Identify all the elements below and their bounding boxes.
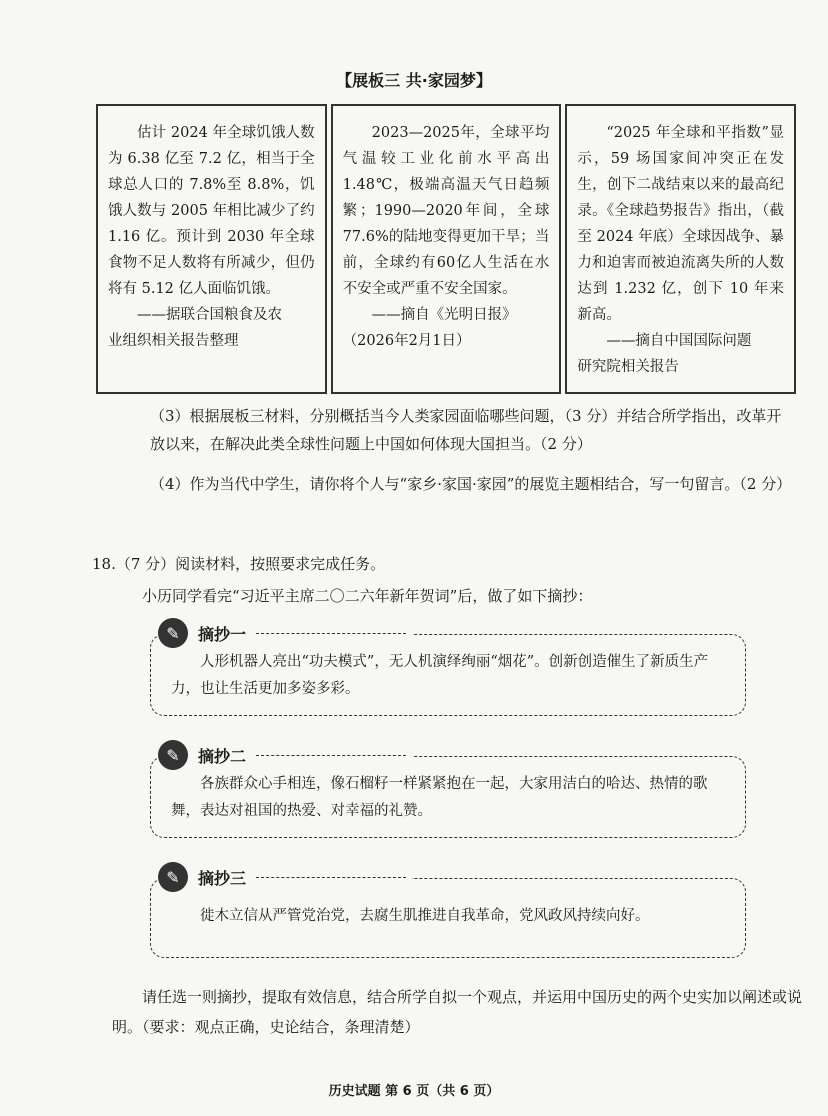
excerpt-tag-2 — [158, 740, 412, 770]
task-instruction: 请任选一则摘抄，提取有效信息，结合所学自拟一个观点，并运用中国历史的两个史实加以阐述或说明。（要求：观点正确，史论结合，条理清楚） — [112, 988, 803, 1036]
panel-source: ——摘自中国国际问题 — [606, 333, 752, 349]
panel-source: 研究院相关报告 — [577, 359, 679, 375]
question-3: （3）根据展板三材料，分别概括当今人类家园面临哪些问题，（3 分）并结合所学指出，改革开放以来，在解决此类全球性问题上中国如何体现大国担当。（2 分） — [150, 407, 782, 453]
excerpt-text: 各族群众心手相连，像石榴籽一样紧紧抱在一起，大家用洁白的哈达、热情的歌舞，表达对祖国的热爱、对幸福的礼赞。 — [171, 776, 708, 819]
excerpt-tag-3 — [158, 862, 412, 892]
panel-body: “2025 年全球和平指数”显示，59 场国家间冲突正在发生，创下二战结束以来的最高纪录。《全球趋势报告》指出，（截至 2024 年底）全球因战争、暴力和迫害而被迫流离失所的人数达到 1.232 亿，创下 10 年来新高。 — [577, 125, 785, 323]
material-panel-1 — [96, 104, 327, 394]
panel-body: 2023—2025年，全球平均气温较工业化前水平高出1.48℃，极端高温天气日趋频繁；1990—2020年间，全球77.6%的陆地变得更加干旱；当前，全球约有60亿人生活在水不安全或严重不安全国家。 — [342, 125, 550, 297]
panel-title: 【展板三 共·家园梦】 — [336, 71, 492, 90]
material-panel-2 — [331, 104, 562, 394]
excerpt-label: 摘抄三 — [198, 868, 247, 888]
panel-source: ——据联合国粮食及农 — [137, 307, 282, 323]
excerpt-label: 摘抄二 — [198, 746, 247, 766]
panel-source: ——摘自《光明日报》 — [371, 307, 517, 323]
dashed-line — [256, 633, 406, 634]
excerpt-text: 徙木立信从严管党治党，去腐生肌推进自我革命，党风政风持续向好。 — [200, 908, 650, 924]
material-panels — [96, 104, 796, 394]
panel-source: 业组织相关报告整理 — [108, 333, 239, 349]
question-18-intro: 小历同学看完“习近平主席二〇二六年新年贺词”后，做了如下摘抄： — [142, 587, 593, 605]
dashed-line — [256, 755, 406, 756]
pen-icon: ✎ — [158, 618, 188, 648]
panel-source: （2026年2月1日） — [342, 333, 471, 349]
dashed-line — [256, 877, 406, 878]
page-footer: 历史试题 第 6 页（共 6 页） — [328, 1084, 500, 1099]
excerpt-tag-1 — [158, 618, 412, 648]
excerpt-text: 人形机器人亮出“功夫模式”，无人机演绎绚丽“烟花”。创新创造催生了新质生产力，也让生活更加多姿多彩。 — [171, 654, 709, 697]
panel-body: 估计 2024 年全球饥饿人数为 6.38 亿至 7.2 亿，相当于全球总人口的 7.8%至 8.8%，饥饿人数与 2005 年相比减少了约 1.16 亿。预计到 2030 年全球食物不足人数将有所减少，但仍将有 5.12 亿人面临饥饿。 — [108, 125, 315, 297]
pen-icon: ✎ — [158, 862, 188, 892]
excerpt-label: 摘抄一 — [198, 624, 247, 644]
question-18: 18.（7 分）阅读材料，按照要求完成任务。 — [92, 555, 386, 573]
question-4: （4）作为当代中学生，请你将个人与“家乡·家国·家园”的展览主题相结合，写一句留言。（2 分） — [150, 475, 792, 493]
material-panel-3 — [565, 104, 796, 394]
pen-icon: ✎ — [158, 740, 188, 770]
